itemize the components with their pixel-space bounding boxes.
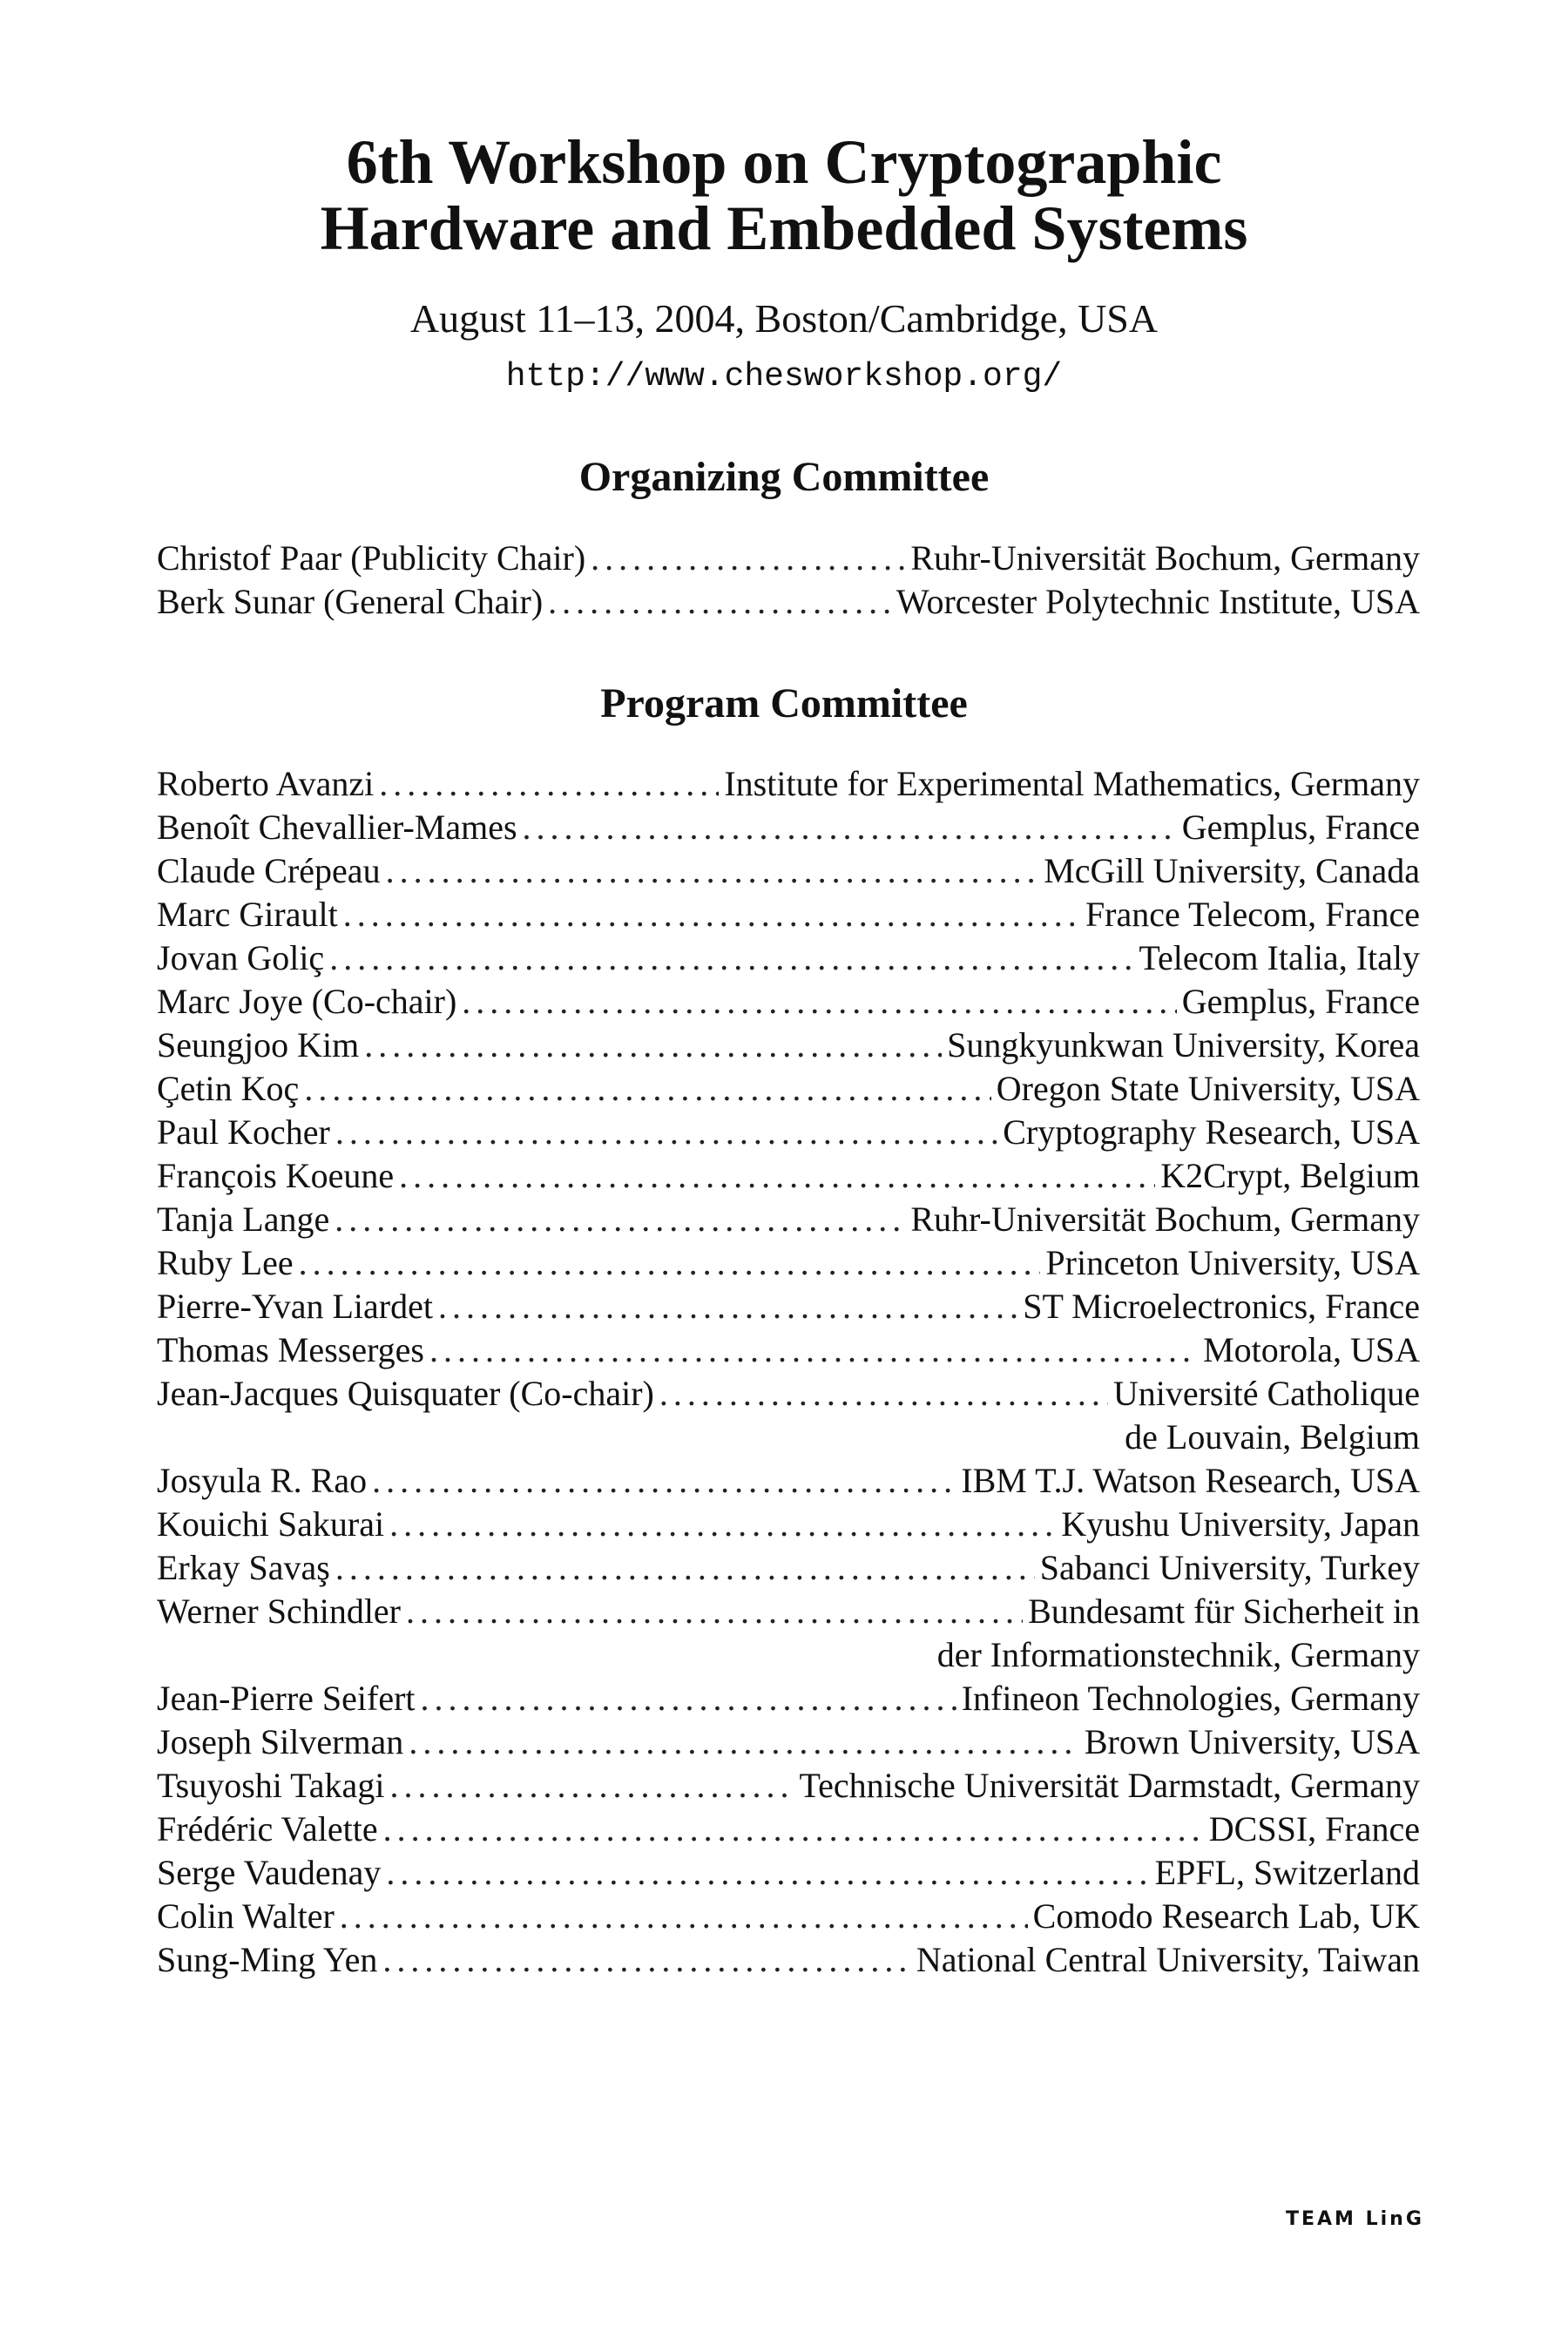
committee-member [157, 1067, 1420, 1111]
committee-member [157, 762, 1420, 806]
member-affiliation-continued: de Louvain, Belgium [1125, 1417, 1420, 1456]
committee-member [157, 1372, 1420, 1416]
member-affiliation: Kyushu University, Japan [1061, 1504, 1420, 1544]
dot-leader [409, 1720, 1079, 1764]
dot-leader [548, 580, 891, 624]
dot-leader [421, 1677, 956, 1720]
member-name: François Koeune [157, 1156, 395, 1195]
dot-leader [343, 893, 1080, 936]
dot-leader [438, 1285, 1017, 1328]
member-name: Ruby Lee [157, 1243, 294, 1282]
member-affiliation: K2Crypt, Belgium [1160, 1156, 1420, 1195]
member-name: Serge Vaudenay [157, 1853, 382, 1892]
dot-leader [429, 1328, 1198, 1372]
member-affiliation: Comodo Research Lab, UK [1032, 1896, 1420, 1936]
committee-member [157, 1938, 1420, 1982]
member-name: Berk Sunar (General Chair) [157, 582, 544, 621]
dot-leader [299, 1241, 1041, 1285]
member-affiliation: Technische Universität Darmstadt, Germany [799, 1766, 1420, 1805]
dot-leader [406, 1590, 1023, 1633]
member-name: Jovan Goliç [157, 938, 325, 977]
committee-member [157, 1154, 1420, 1198]
organizing-committee-heading: Organizing Committee [578, 454, 990, 500]
member-affiliation: Worcester Polytechnic Institute, USA [896, 582, 1420, 621]
program-committee-list [157, 762, 1420, 1982]
committee-member [157, 1328, 1420, 1372]
member-name: Çetin Koç [157, 1069, 300, 1108]
dot-leader [386, 849, 1039, 893]
member-affiliation: ST Microelectronics, France [1023, 1287, 1420, 1326]
member-affiliation: Sabanci University, Turkey [1039, 1548, 1420, 1587]
member-name: Marc Joye (Co-chair) [157, 982, 457, 1021]
dot-leader [523, 806, 1177, 849]
member-name: Tsuyoshi Takagi [157, 1766, 385, 1805]
member-name: Pierre-Yvan Liardet [157, 1287, 433, 1326]
committee-member [157, 1503, 1420, 1546]
member-name: Werner Schindler [157, 1592, 401, 1631]
member-name: Claude Crépeau [157, 851, 381, 890]
committee-member [157, 1895, 1420, 1938]
dot-leader [335, 1111, 997, 1154]
workshop-url[interactable]: http://www.chesworkshop.org/ [505, 358, 1063, 395]
member-affiliation: Gemplus, France [1181, 982, 1420, 1021]
member-affiliation: Bundesamt für Sicherheit in [1028, 1592, 1420, 1631]
member-affiliation: Gemplus, France [1181, 808, 1420, 847]
committee-member [157, 806, 1420, 849]
member-affiliation: Oregon State University, USA [996, 1069, 1420, 1108]
dot-leader [382, 1938, 910, 1982]
member-name: Roberto Avanzi [157, 764, 375, 803]
member-name: Sung-Ming Yen [157, 1940, 378, 1979]
organizing-committee-list [157, 537, 1420, 624]
committee-member [157, 537, 1420, 580]
committee-member [157, 1546, 1420, 1590]
dot-leader [383, 1808, 1204, 1851]
committee-member [157, 1024, 1420, 1067]
committee-member [157, 1285, 1420, 1328]
dot-leader [304, 1067, 990, 1111]
member-name: Tanja Lange [157, 1200, 330, 1239]
committee-member [157, 1677, 1420, 1720]
member-name: Jean-Jacques Quisquater (Co-chair) [157, 1374, 654, 1413]
page-title [0, 129, 1568, 261]
team-ling-logo: TEAM LinG [1286, 2208, 1424, 2230]
committee-member [157, 849, 1420, 893]
member-name: Kouichi Sakurai [157, 1504, 385, 1544]
event-dates-location: August 11–13, 2004, Boston/Cambridge, USA [409, 296, 1159, 341]
dot-leader [340, 1895, 1028, 1938]
member-affiliation: McGill University, Canada [1044, 851, 1420, 890]
dot-leader [462, 980, 1176, 1024]
member-affiliation: National Central University, Taiwan [916, 1940, 1420, 1979]
committee-member [157, 1241, 1420, 1285]
member-name: Erkay Savaş [157, 1548, 330, 1587]
member-name: Frédéric Valette [157, 1809, 378, 1848]
committee-member [157, 1764, 1420, 1808]
member-affiliation: EPFL, Switzerland [1154, 1853, 1420, 1892]
committee-member [157, 1590, 1420, 1633]
member-name: Joseph Silverman [157, 1722, 404, 1761]
member-affiliation-continued: der Informationstechnik, Germany [936, 1635, 1420, 1674]
member-name: Paul Kocher [157, 1112, 330, 1152]
member-affiliation: Ruhr-Universität Bochum, Germany [910, 1200, 1420, 1239]
committee-member [157, 1198, 1420, 1241]
member-affiliation: Princeton University, USA [1045, 1243, 1420, 1282]
member-affiliation: France Telecom, France [1085, 895, 1420, 934]
title-line-1: 6th Workshop on Cryptographic [346, 127, 1222, 197]
dot-leader [335, 1546, 1035, 1590]
committee-member [157, 1851, 1420, 1895]
dot-leader [386, 1851, 1149, 1895]
committee-member [157, 580, 1420, 624]
member-affiliation: Brown University, USA [1084, 1722, 1420, 1761]
committee-member [157, 893, 1420, 936]
dot-leader [379, 762, 719, 806]
member-affiliation: Institute for Experimental Mathematics, Germany [724, 764, 1420, 803]
committee-member [157, 980, 1420, 1024]
member-name: Christof Paar (Publicity Chair) [157, 538, 586, 578]
dot-leader [335, 1198, 905, 1241]
member-affiliation: Infineon Technologies, Germany [961, 1679, 1420, 1718]
member-name: Marc Girault [157, 895, 338, 934]
member-name: Benoît Chevallier-Mames [157, 808, 517, 847]
dot-leader [364, 1024, 942, 1067]
dot-leader [372, 1459, 956, 1503]
member-name: Jean-Pierre Seifert [157, 1679, 416, 1718]
member-affiliation: Sungkyunkwan University, Korea [947, 1025, 1420, 1064]
title-line-2: Hardware and Embedded Systems [320, 193, 1248, 263]
member-name: Colin Walter [157, 1896, 335, 1936]
member-name: Josyula R. Rao [157, 1461, 368, 1500]
member-name: Seungjoo Kim [157, 1025, 360, 1064]
dot-leader [389, 1764, 794, 1808]
committee-member [157, 1808, 1420, 1851]
member-affiliation: Cryptography Research, USA [1003, 1112, 1420, 1152]
member-affiliation: Université Catholique [1112, 1374, 1420, 1413]
dot-leader [591, 537, 905, 580]
program-committee-heading: Program Committee [600, 680, 968, 727]
dot-leader [399, 1154, 1155, 1198]
committee-member [157, 936, 1420, 980]
dot-leader [389, 1503, 1056, 1546]
member-affiliation: Ruhr-Universität Bochum, Germany [910, 538, 1420, 578]
member-affiliation: Telecom Italia, Italy [1139, 938, 1420, 977]
committee-member [157, 1720, 1420, 1764]
committee-member [157, 1111, 1420, 1154]
member-name: Thomas Messerges [157, 1330, 424, 1369]
dot-leader [329, 936, 1133, 980]
member-affiliation: IBM T.J. Watson Research, USA [961, 1461, 1420, 1500]
member-affiliation: Motorola, USA [1203, 1330, 1420, 1369]
member-affiliation: DCSSI, France [1208, 1809, 1420, 1848]
committee-member [157, 1459, 1420, 1503]
dot-leader [659, 1372, 1108, 1416]
